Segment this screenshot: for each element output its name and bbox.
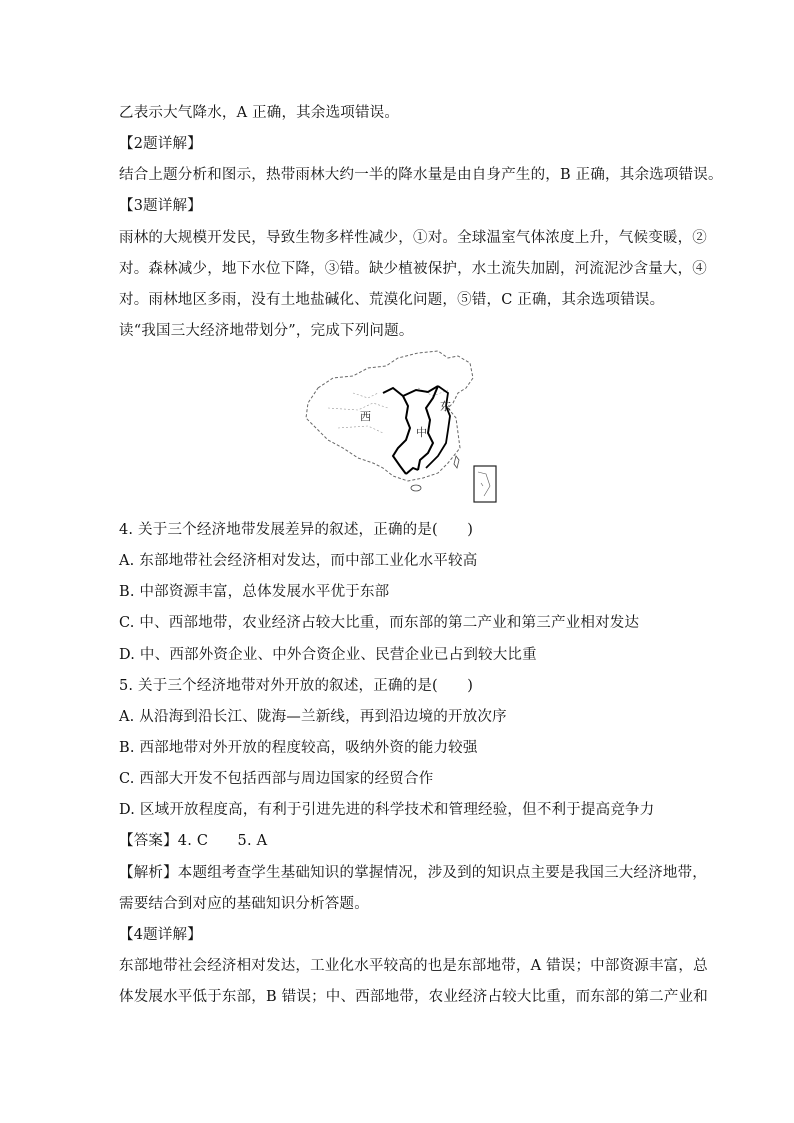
question-intro: 读“我国三大经济地带划分”，完成下列问题。	[119, 323, 414, 339]
question-4: 4. 关于三个经济地带发展差异的叙述，正确的是( )	[119, 522, 474, 538]
map-label-west: 西	[360, 410, 371, 423]
option-4a: A. 东部地带社会经济相对发达，而中部工业化水平较高	[119, 553, 478, 569]
question-5: 5. 关于三个经济地带对外开放的叙述，正确的是( )	[119, 678, 474, 694]
map-label-east: 东	[440, 400, 451, 413]
west-middle-boundary	[383, 388, 410, 474]
hainan-island	[411, 485, 421, 491]
analysis-line: 体发展水平低于东部，B 错误；中、西部地带，农业经济占较大比重，而东部的第二产业和	[119, 989, 708, 1005]
answer-line: 【答案】4. C 5. A	[119, 833, 268, 849]
text-line: 雨林的大规模开发民，导致生物多样性减少，①对。全球温室气体浓度上升，气候变暖，②	[119, 230, 707, 246]
taiwan-island	[454, 456, 459, 468]
section-heading-2: 【2题详解】	[119, 136, 202, 152]
option-5c: C. 西部大开发不包括西部与周边国家的经贸合作	[119, 771, 434, 787]
south-sea-inset	[474, 466, 496, 502]
section-heading-3: 【3题详解】	[119, 198, 202, 214]
analysis-line: 【解析】本题组考查学生基础知识的掌握情况，涉及到的知识点主要是我国三大经济地带，	[119, 865, 707, 881]
china-economic-zones-map	[298, 348, 508, 508]
country-outline	[306, 351, 473, 481]
option-4d: D. 中、西部外资企业、中外合资企业、民营企业已占到较大比重	[119, 647, 537, 663]
option-4b: B. 中部资源丰富，总体发展水平优于东部	[119, 584, 390, 600]
option-5b: B. 西部地带对外开放的程度较高，吸纳外资的能力较强	[119, 740, 478, 756]
text-line: 对。森林减少，地下水位下降，③错。缺少植被保护，水土流失加剧，河流泥沙含量大，④	[119, 261, 707, 277]
map-label-middle: 中	[416, 426, 427, 439]
analysis-line: 东部地带社会经济相对发达，工业化水平较高的也是东部地带，A 错误；中部资源丰富，总	[119, 958, 708, 974]
option-5d: D. 区域开放程度高，有利于引进先进的科学技术和管理经验，但不利于提高竞争力	[119, 802, 655, 818]
option-4c: C. 中、西部地带，农业经济占较大比重，而东部的第二产业和第三产业相对发达	[119, 615, 640, 631]
text-line: 乙表示大气降水，A 正确，其余选项错误。	[119, 105, 400, 121]
text-line: 结合上题分析和图示，热带雨林大约一半的降水量是由自身产生的，B 正确，其余选项错误。	[119, 167, 723, 183]
option-5a: A. 从沿海到沿长江、陇海—兰新线，再到沿边境的开放次序	[119, 709, 507, 725]
text-line: 对。雨林地区多雨，没有土地盐碱化、荒漠化问题，⑤错，C 正确，其余选项错误。	[119, 292, 665, 308]
section-heading-4: 【4题详解】	[119, 927, 202, 943]
analysis-line: 需要结合到对应的基础知识分析答题。	[119, 896, 369, 912]
